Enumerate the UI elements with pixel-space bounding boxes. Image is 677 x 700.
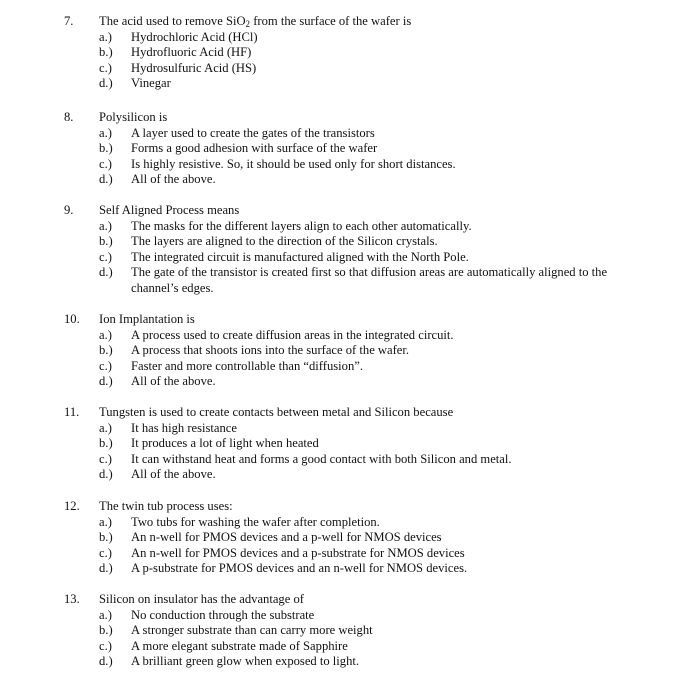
option-text: The masks for the different layers align to each other automatically.: [131, 218, 472, 233]
option-text: Is highly resistive. So, it should be used only for short distances.: [131, 156, 456, 171]
option-letter: b.): [99, 530, 113, 544]
option-c: [0, 546, 677, 562]
option-b: [0, 141, 677, 157]
option-c: [0, 359, 677, 375]
option-a: [0, 328, 677, 344]
option-text: All of the above.: [131, 467, 216, 481]
option-letter: a.): [99, 125, 112, 140]
option-text: It produces a lot of light when heated: [131, 436, 319, 450]
option-letter: d.): [99, 265, 113, 279]
option-text: It can withstand heat and forms a good contact with both Silicon and metal.: [131, 451, 512, 466]
option-letter: c.): [99, 638, 112, 653]
option-letter: b.): [99, 623, 113, 637]
option-text: A brilliant green glow when exposed to light.: [131, 654, 360, 668]
option-d: [0, 374, 677, 390]
option-b: [0, 45, 677, 61]
option-c: [0, 61, 677, 77]
option-letter: d.): [99, 76, 113, 90]
option-letter: b.): [99, 343, 113, 357]
option-letter: c.): [99, 545, 112, 560]
option-letter: a.): [99, 29, 112, 44]
option-letter: c.): [99, 451, 112, 466]
question-number: 13.: [64, 592, 80, 606]
option-text: Two tubs for washing the wafer after completion.: [131, 514, 380, 529]
option-letter: c.): [99, 156, 112, 171]
option-text: The layers are aligned to the direction of the Silicon crystals.: [131, 234, 438, 248]
question-text: Tungsten is used to create contacts between metal and Silicon because: [99, 405, 454, 419]
option-a: [0, 30, 677, 46]
options-list: [0, 515, 677, 577]
question-number: 11.: [64, 405, 80, 419]
option-text: It has high resistance: [131, 420, 237, 435]
option-letter: b.): [99, 141, 113, 155]
option-d: [0, 172, 677, 188]
question-number: 12.: [64, 499, 80, 513]
option-letter: c.): [99, 60, 112, 75]
question-text: Ion Implantation is: [99, 312, 195, 326]
option-b: [0, 530, 677, 546]
question-text: Self Aligned Process means: [99, 203, 240, 217]
option-d: [0, 561, 677, 577]
option-c: [0, 452, 677, 468]
option-letter: a.): [99, 514, 112, 529]
option-letter: d.): [99, 172, 113, 186]
option-letter: d.): [99, 561, 113, 575]
option-c: [0, 639, 677, 655]
question-text-after: from the surface of the wafer is: [250, 14, 412, 28]
option-a: [0, 219, 677, 235]
option-text: Faster and more controllable than “diffusion”.: [131, 358, 363, 373]
option-letter: a.): [99, 420, 112, 435]
option-letter: d.): [99, 374, 113, 388]
option-text: A process that shoots ions into the surface of the wafer.: [131, 343, 410, 357]
option-letter: b.): [99, 436, 113, 450]
option-letter: a.): [99, 327, 112, 342]
option-letter: b.): [99, 45, 113, 59]
question-text: The twin tub process uses:: [99, 499, 233, 513]
option-text: A layer used to create the gates of the transistors: [131, 125, 375, 140]
question-number: 9.: [64, 203, 74, 217]
option-a: [0, 515, 677, 531]
option-b: [0, 234, 677, 250]
option-text: An n-well for PMOS devices and a p-well for NMOS devices: [131, 530, 442, 544]
option-b: [0, 343, 677, 359]
option-letter: d.): [99, 654, 113, 668]
options-list: [0, 608, 677, 670]
option-text: The integrated circuit is manufactured aligned with the North Pole.: [131, 249, 469, 264]
option-text: A more elegant substrate made of Sapphire: [131, 638, 348, 653]
options-list: [0, 126, 677, 188]
question-number: 7.: [64, 14, 74, 28]
option-text: A p-substrate for PMOS devices and an n-well for NMOS devices.: [131, 561, 468, 575]
option-letter: c.): [99, 249, 112, 264]
question-number: 8.: [64, 110, 74, 124]
option-text: The gate of the transistor is created first so that diffusion areas are automatically aligned to the channel’s edges.: [131, 265, 608, 295]
option-a: [0, 608, 677, 624]
option-b: [0, 436, 677, 452]
option-c: [0, 250, 677, 266]
options-list: [0, 219, 677, 297]
option-d: [0, 467, 677, 483]
option-a: [0, 126, 677, 142]
option-letter: a.): [99, 218, 112, 233]
option-text: All of the above.: [131, 374, 216, 388]
question-text: Polysilicon is: [99, 110, 168, 124]
option-d: [0, 265, 677, 296]
option-a: [0, 421, 677, 437]
option-c: [0, 157, 677, 173]
option-text: No conduction through the substrate: [131, 607, 315, 622]
option-text: Hydrochloric Acid (HCl): [131, 29, 258, 44]
question-text-before: The acid used to remove SiO: [99, 14, 246, 28]
option-text: All of the above.: [131, 172, 216, 186]
option-text: An n-well for PMOS devices and a p-substrate for NMOS devices: [131, 545, 465, 560]
question-text-subscript: 2: [245, 19, 251, 29]
options-list: [0, 421, 677, 483]
question-number: 10.: [64, 312, 80, 326]
option-text: Vinegar: [131, 76, 171, 90]
question-text: [99, 14, 659, 30]
option-text: A process used to create diffusion areas in the integrated circuit.: [131, 327, 454, 342]
option-d: [0, 654, 677, 670]
option-text: Hydrosulfuric Acid (HS): [131, 60, 257, 75]
options-list: [0, 328, 677, 390]
option-b: [0, 623, 677, 639]
question-text: Silicon on insulator has the advantage of: [99, 592, 304, 606]
option-text: Hydrofluoric Acid (HF): [131, 45, 252, 59]
option-text: Forms a good adhesion with surface of the wafer: [131, 141, 378, 155]
option-letter: d.): [99, 467, 113, 481]
option-letter: b.): [99, 234, 113, 248]
option-letter: c.): [99, 358, 112, 373]
option-letter: a.): [99, 607, 112, 622]
options-list: [0, 30, 677, 92]
option-d: [0, 76, 677, 92]
option-text: A stronger substrate than can carry more weight: [131, 623, 373, 637]
